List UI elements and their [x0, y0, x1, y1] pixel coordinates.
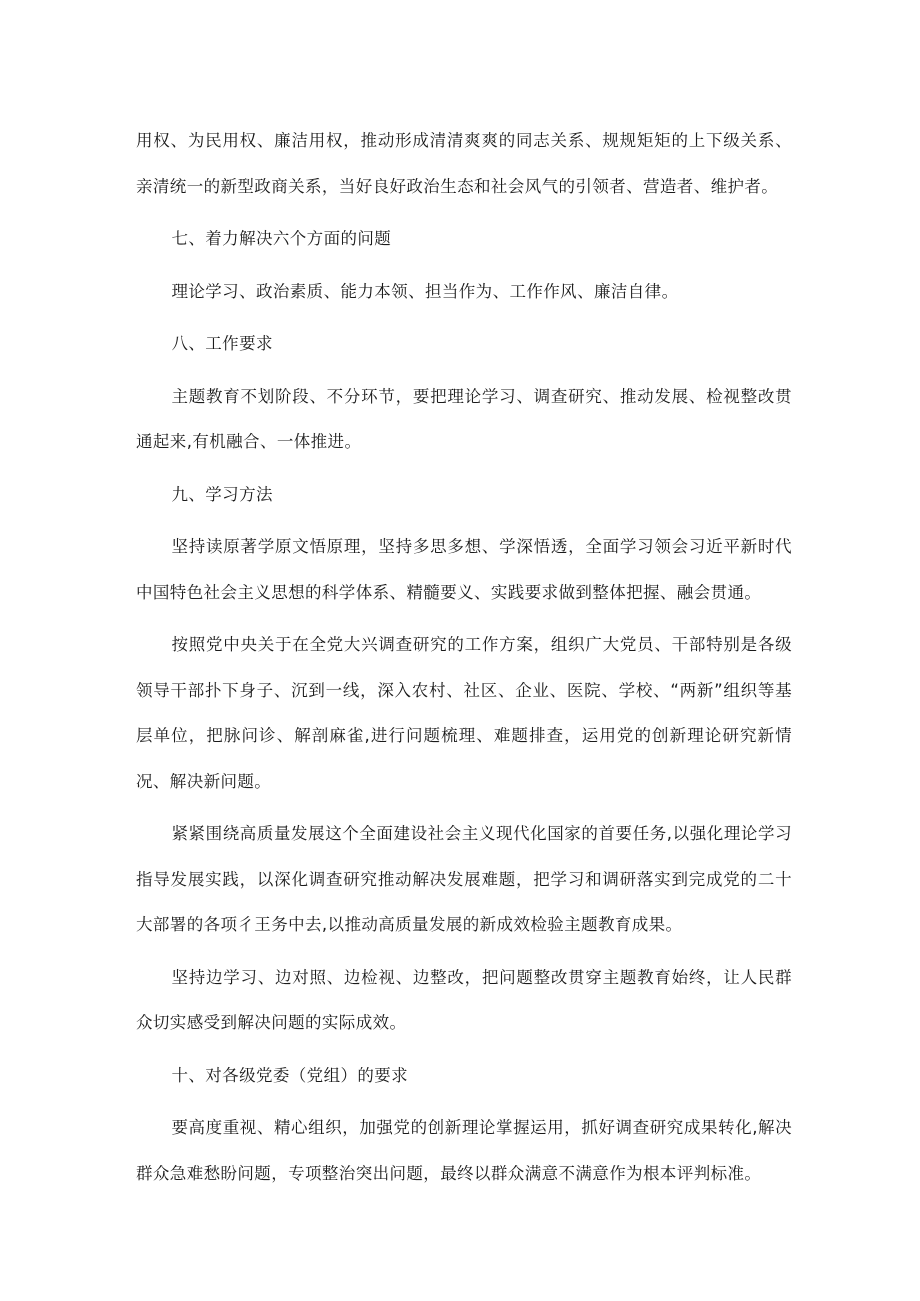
- section-heading-10: 十、对各级党委（党组）的要求: [171, 1065, 409, 1085]
- paragraph-development: 紧紧围绕高质量发展这个全面建设社会主义现代化国家的首要任务,以强化理论学习指导发展实践，以深化调查研究推动解决发展难题，把学习和调研落实到完成党的二十大部署的各项彳王务中去,以推动高质量发展的新成效检验主题教育成果。: [136, 824, 792, 934]
- document-body: [136, 118, 792, 1203]
- paragraph-study-original: 坚持读原著学原文悟原理，坚持多思多想、学深悟透，全面学习领会习近平新时代中国特色社会主义思想的科学体系、精髓要义、实践要求做到整体把握、融会贯通。: [136, 537, 792, 602]
- paragraph-party-committee-requirements: 要高度重视、精心组织，加强党的创新理论掌握运用，抓好调查研究成果转化,解决群众急难愁盼问题，专项整治突出问题，最终以群众满意不满意作为根本评判标准。: [136, 1118, 792, 1183]
- section-heading-8: 八、工作要求: [171, 334, 273, 353]
- paragraph-continuation: 用权、为民用权、廉洁用权，推动形成清清爽爽的同志关系、规规矩矩的上下级关系、亲清统一的新型政商关系，当好良好政治生态和社会风气的引领者、营造者、维护者。: [136, 131, 792, 196]
- section-heading-7: 七、着力解决六个方面的问题: [171, 229, 392, 248]
- paragraph-rectification: 坚持边学习、边对照、边检视、边整改，把问题整改贯穿主题教育始终，让人民群众切实感受到解决问题的实际成效。: [136, 967, 792, 1032]
- paragraph-problems: 理论学习、政治素质、能力本领、担当作为、工作作风、廉洁自律。: [171, 281, 679, 301]
- section-heading-9: 九、学习方法: [171, 484, 273, 504]
- paragraph-investigation: 按照党中央关于在全党大兴调查研究的工作方案，组织广大党员、干部特别是各级领导干部扑下身子、沉到一线，深入农村、社区、企业、医院、学校、“两新”组织等基层单位，把脉问诊、解剖麻雀,进行问题梳理、难题排查，运用党的创新理论研究新情况、解决新问题。: [136, 635, 792, 791]
- paragraph-work-requirements: 主题教育不划阶段、不分环节，要把理论学习、调查研究、推动发展、检视整改贯通起来,有机融合、一体推进。: [136, 386, 792, 451]
